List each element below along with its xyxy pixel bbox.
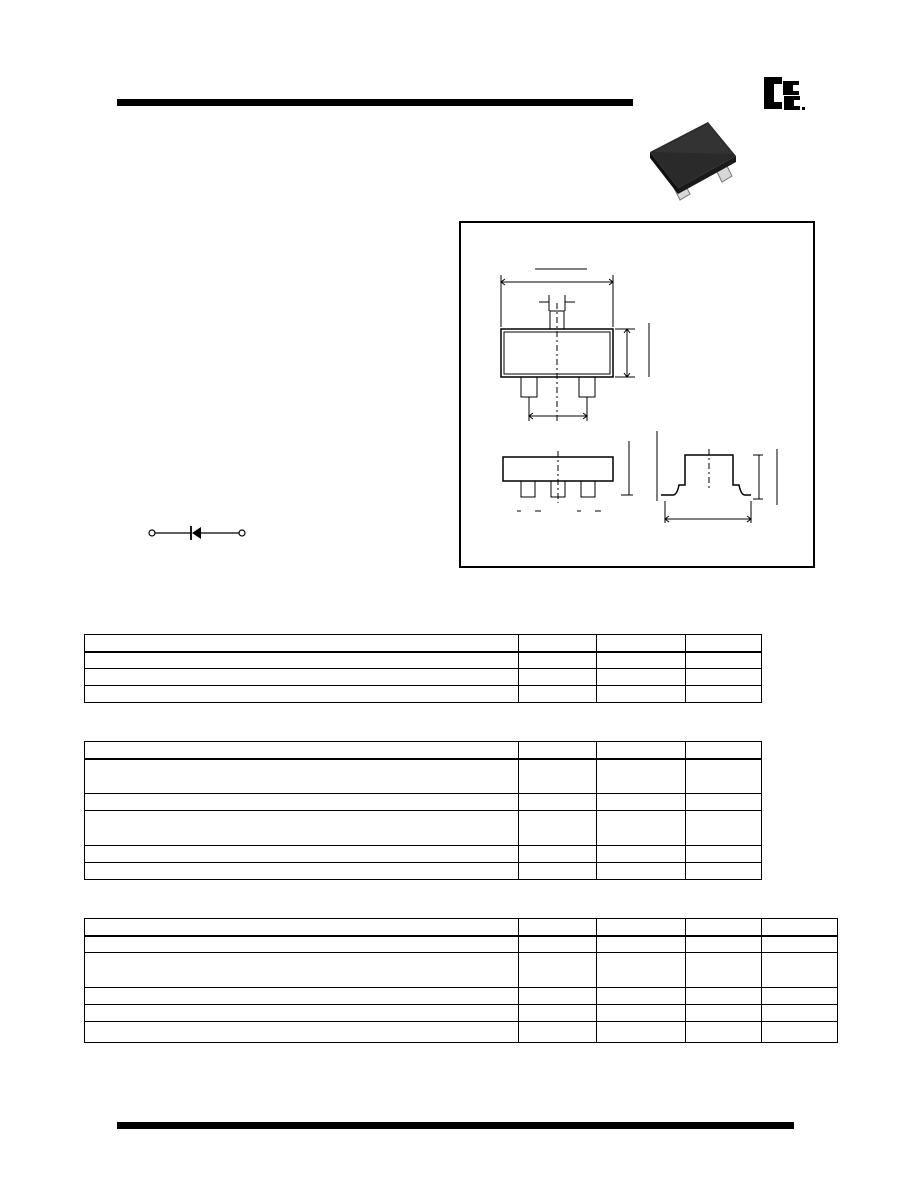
table-cell [762, 936, 838, 953]
table-row [85, 988, 838, 1005]
table-cell [686, 953, 762, 988]
table-cell [686, 669, 762, 686]
table-cell [762, 988, 838, 1005]
table-cell [85, 1022, 519, 1043]
table-cell [519, 794, 597, 811]
table-cell [519, 686, 597, 703]
table-cell [519, 919, 597, 936]
table-cell [597, 936, 686, 953]
table-row [85, 742, 762, 759]
table-1 [84, 634, 762, 703]
table-cell [762, 919, 838, 936]
table-cell [597, 652, 686, 669]
outline-drawing-svg [461, 223, 813, 566]
table-cell [597, 669, 686, 686]
table-row [85, 811, 762, 846]
table-cell [597, 794, 686, 811]
table-cell [686, 988, 762, 1005]
table-cell [85, 686, 519, 703]
package-outline-drawing [459, 221, 815, 568]
table-cell [686, 742, 762, 759]
table-cell [85, 988, 519, 1005]
table-cell [85, 635, 519, 652]
table-cell [519, 759, 597, 794]
table-cell [686, 863, 762, 880]
table-cell [686, 811, 762, 846]
table-cell [597, 686, 686, 703]
table-cell [686, 652, 762, 669]
table-cell [597, 988, 686, 1005]
table-cell [597, 742, 686, 759]
table-cell [85, 953, 519, 988]
table-cell [85, 652, 519, 669]
table-row [85, 863, 762, 880]
table-cell [597, 919, 686, 936]
table-cell [686, 686, 762, 703]
sot-23-package-photo-icon [638, 112, 748, 212]
table-cell [85, 669, 519, 686]
table-cell [686, 794, 762, 811]
table-cell [597, 635, 686, 652]
table-row [85, 686, 762, 703]
cec-logo-icon [764, 77, 808, 115]
table-2 [84, 741, 762, 880]
table-cell [519, 953, 597, 988]
table-cell [597, 863, 686, 880]
table-cell [519, 1022, 597, 1043]
table-row [85, 1022, 838, 1043]
table-cell [597, 953, 686, 988]
table-cell [85, 936, 519, 953]
table-cell [686, 1005, 762, 1022]
table-cell [597, 759, 686, 794]
table-cell [519, 1005, 597, 1022]
table-row [85, 1005, 838, 1022]
table-cell [85, 919, 519, 936]
table-cell [597, 1005, 686, 1022]
table-cell [519, 936, 597, 953]
table-cell [85, 742, 519, 759]
table-3 [84, 918, 838, 1043]
table-cell [762, 953, 838, 988]
table-cell [519, 811, 597, 846]
table-cell [686, 936, 762, 953]
table-cell [686, 919, 762, 936]
table-cell [519, 863, 597, 880]
table-cell [85, 863, 519, 880]
table-cell [519, 669, 597, 686]
table-cell [686, 635, 762, 652]
table-row [85, 669, 762, 686]
table-row [85, 794, 762, 811]
table-cell [85, 794, 519, 811]
table-row [85, 652, 762, 669]
table-cell [519, 652, 597, 669]
table-cell [597, 1022, 686, 1043]
table-cell [597, 811, 686, 846]
table-cell [85, 846, 519, 863]
table-cell [85, 1005, 519, 1022]
table-cell [686, 759, 762, 794]
diode-symbol-icon [145, 522, 250, 544]
table-cell [519, 988, 597, 1005]
table-cell [762, 1005, 838, 1022]
footer-rule [117, 1122, 794, 1129]
table-row [85, 635, 762, 652]
table-cell [85, 759, 519, 794]
table-cell [519, 742, 597, 759]
table-row [85, 936, 838, 953]
table-cell [762, 1022, 838, 1043]
table-cell [85, 811, 519, 846]
table-row [85, 919, 838, 936]
table-row [85, 953, 838, 988]
table-row [85, 846, 762, 863]
table-cell [686, 846, 762, 863]
table-cell [519, 846, 597, 863]
header-rule [117, 99, 633, 106]
table-cell [597, 846, 686, 863]
table-cell [686, 1022, 762, 1043]
table-row [85, 759, 762, 794]
table-cell [519, 635, 597, 652]
